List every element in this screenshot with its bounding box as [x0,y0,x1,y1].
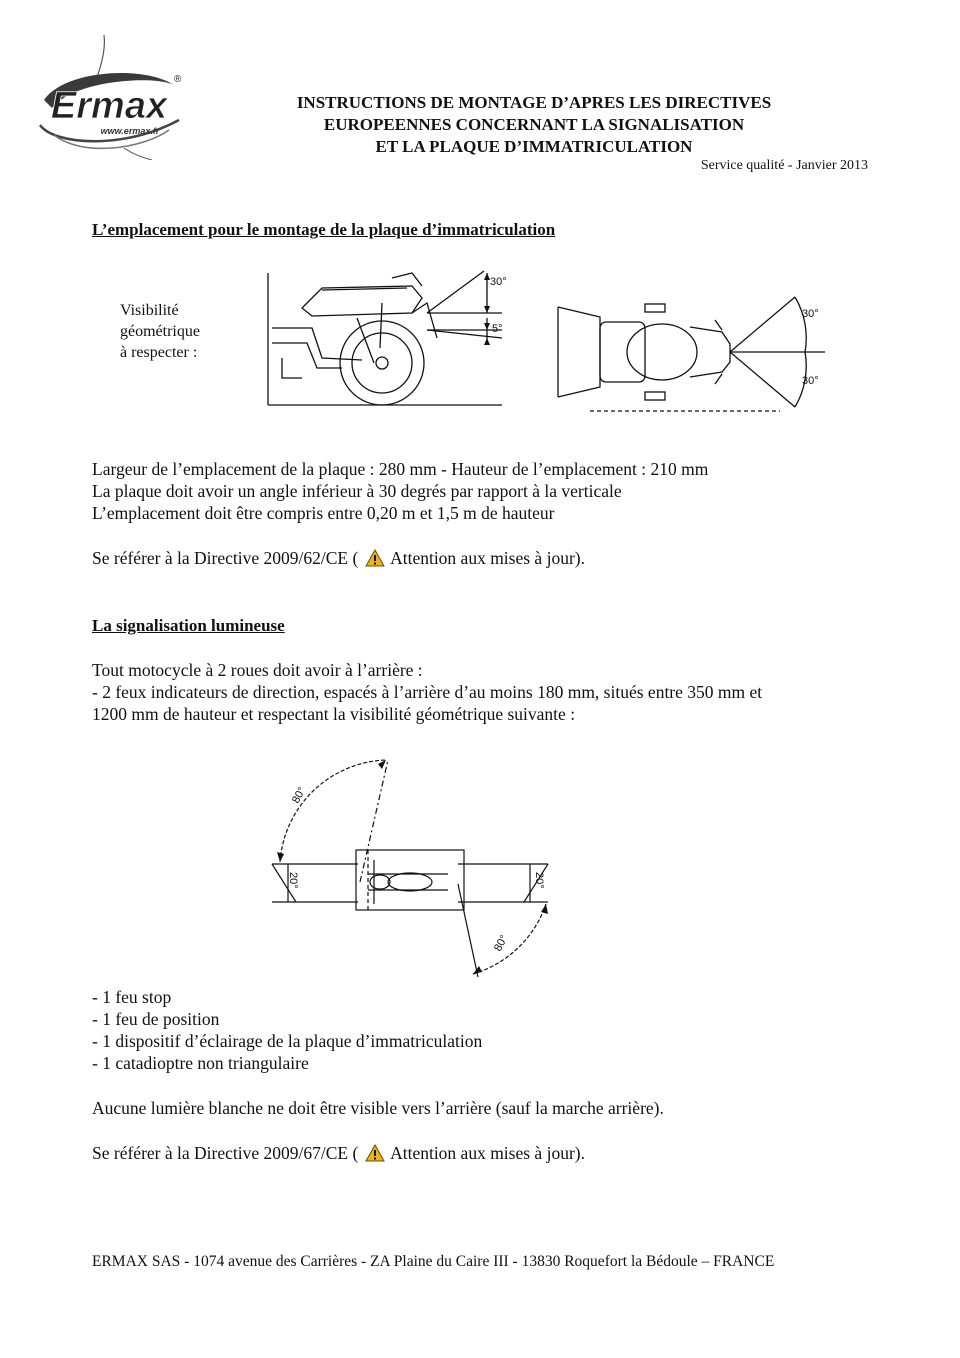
service-date: Service qualité - Janvier 2013 [700,158,868,173]
directive-62 [92,547,585,569]
logo-url: www.ermax.fr [100,126,160,136]
list-item: - 1 feu de position [92,1009,220,1029]
visibility-label [120,300,200,363]
title-line-1: INSTRUCTIONS DE MONTAGE D’APRES LES DIRECTIVES [296,93,772,112]
plate-height-rule: L’emplacement doit être compris entre 0,20 m et 1,5 m de hauteur [92,503,555,523]
indicator-rule-line-2: 1200 mm de hauteur et respectant la visibilité géométrique suivante : [92,704,576,724]
section2-intro: Tout motocycle à 2 roues doit avoir à l’arrière : [92,660,423,680]
title-line-2: EUROPEENNES CONCERNANT LA SIGNALISATION [323,115,745,134]
directive-67-suffix: Attention aux mises à jour). [390,1143,585,1163]
angle-left-top: 80° [290,785,309,806]
indicator-rule-line-1: - 2 feux indicateurs de direction, espacés à l’arrière d’au moins 180 mm, situés entre 350 mm et [92,682,763,702]
side-angle-bottom: 5° [492,323,503,335]
visibility-line-3: à respecter : [120,344,198,361]
top-angle-bottom: 30° [802,375,819,387]
document-title [200,92,868,158]
top-angle-top: 30° [802,308,819,320]
plate-side-view-diagram [262,268,522,413]
warning-icon [365,549,385,567]
indicator-visibility-diagram [268,752,568,982]
list-item: - 1 dispositif d’éclairage de la plaque d’immatriculation [92,1031,483,1051]
directive-67 [92,1142,585,1164]
directive-67-prefix: Se référer à la Directive 2009/67/CE ( [92,1143,359,1163]
angle-right: 20° [533,872,545,889]
plate-dimensions: Largeur de l’emplacement de la plaque : 280 mm - Hauteur de l’emplacement : 210 mm [92,459,709,479]
directive-62-prefix: Se référer à la Directive 2009/62/CE ( [92,548,359,568]
footer-address: ERMAX SAS - 1074 avenue des Carrières - ZA Plaine du Caire III - 13830 Roquefort la Bédoule – FRANCE [92,1253,775,1270]
section2-heading: La signalisation lumineuse [92,616,285,635]
section1-heading: L’emplacement pour le montage de la plaque d’immatriculation [92,220,556,239]
directive-62-suffix: Attention aux mises à jour). [390,548,585,568]
plate-angle-rule: La plaque doit avoir un angle inférieur à 30 degrés par rapport à la verticale [92,481,622,501]
warning-icon [365,1144,385,1162]
angle-left: 20° [287,872,299,889]
white-light-rule: Aucune lumière blanche ne doit être visible vers l’arrière (sauf la marche arrière). [92,1098,664,1118]
logo-registered: ® [174,74,182,85]
visibility-line-2: géométrique [120,323,200,340]
title-line-3: ET LA PLAQUE D’IMMATRICULATION [375,137,693,156]
visibility-line-1: Visibilité [120,302,179,319]
logo-brand: Ermax [50,85,168,127]
list-item: - 1 feu stop [92,987,172,1007]
list-item: - 1 catadioptre non triangulaire [92,1053,309,1073]
ermax-logo [34,30,184,160]
angle-right-bottom: 80° [492,933,511,954]
side-angle-top: 30° [490,276,507,288]
plate-top-view-diagram [550,292,830,417]
